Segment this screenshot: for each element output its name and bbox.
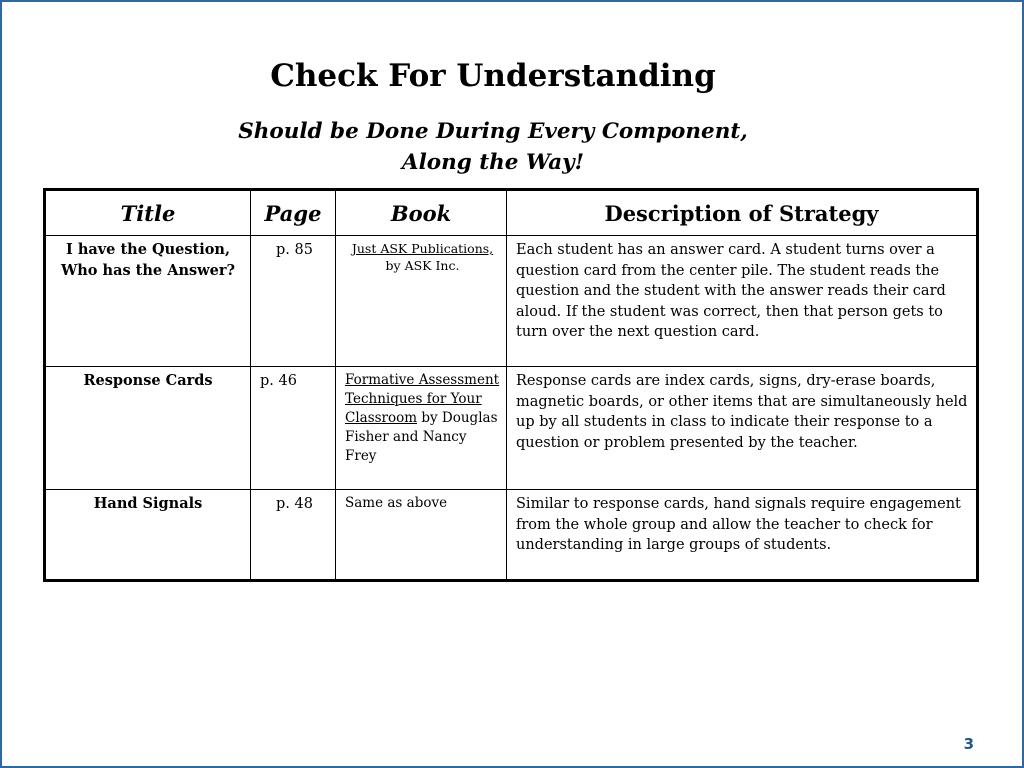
row-title: Response Cards [45,367,251,490]
book-author: Same as above [345,495,448,511]
page-number: 3 [963,735,974,753]
header-title: Title [45,190,251,236]
row-book [336,236,507,367]
row-title: Hand Signals [45,490,251,581]
row-description: Similar to response cards, hand signals require engagement from the whole group and allow the teacher to check for understanding in large groups of students. [507,490,978,581]
row-description: Each student has an answer card. A student turns over a question card from the center pile. The student reads the question and the student with the answer reads their card aloud. If the student was correct, then that person gets to turn over the next question card. [507,236,978,367]
strategy-table [43,188,979,582]
table-header-row [45,190,978,236]
table-row [45,367,978,490]
row-page: p. 48 [251,490,336,581]
book-author: by Douglas Fisher and Nancy Frey [345,410,498,464]
book-link[interactable]: Formative Assessment Techniques for Your Classroom [345,372,500,426]
table-row [45,490,978,581]
header-page: Page [251,190,336,236]
row-description: Response cards are index cards, signs, dry-erase boards, magnetic boards, or other items that are simultaneously held up by all students in class to indicate their response to a question or problem presented by the teacher. [507,367,978,490]
row-book [336,490,507,581]
row-title: I have the Question, Who has the Answer? [45,236,251,367]
header-book: Book [336,190,507,236]
row-page: p. 85 [251,236,336,367]
book-author: by ASK Inc. [385,258,460,273]
table-row [45,236,978,367]
row-page: p. 46 [251,367,336,490]
header-description: Description of Strategy [507,190,978,236]
book-link[interactable]: Just ASK Publications, [351,241,494,256]
row-book [336,367,507,490]
slide-title: Check For Understanding [270,58,716,94]
subtitle-line-1: Should be Done During Every Component, [238,119,748,144]
subtitle-line-2: Along the Way! [401,150,585,175]
slide-subtitle [2,116,984,178]
